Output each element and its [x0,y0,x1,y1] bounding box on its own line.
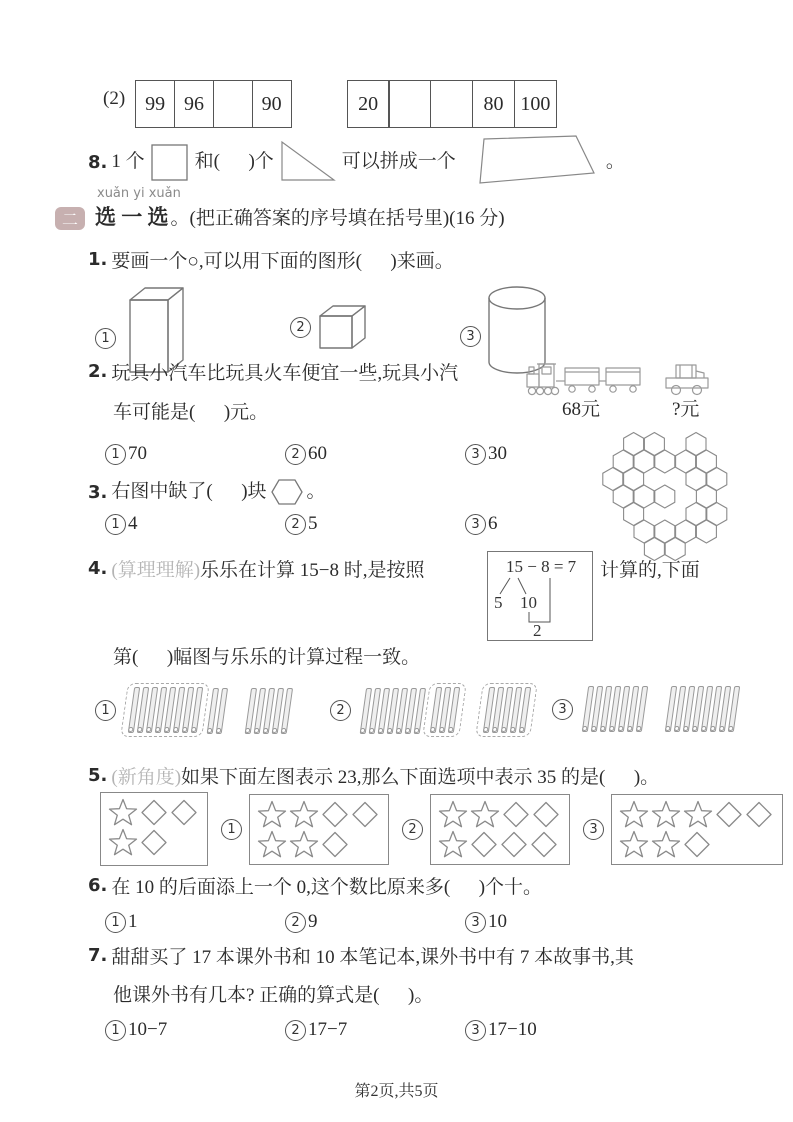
diagram-ten: 10 [520,593,537,612]
question-3 [88,477,326,507]
option-number: 3 [465,514,486,535]
question-6-options [105,911,645,933]
sequence-cell: 80 [472,80,515,128]
option-number: 1 [105,514,126,535]
hexagon-icon [269,477,305,507]
diamond-icon [470,830,498,859]
option-text: 70 [128,443,147,464]
question-number: 4. [88,558,108,579]
parallelogram-shape [460,135,602,189]
question-8-text-1: 1 个 [111,151,145,173]
sequence-cell: 20 [347,80,390,128]
sequence-cell-blank [430,80,473,128]
option-number: 3 [465,912,486,933]
question-1-choices [95,280,655,360]
choice-2-cube [290,302,371,352]
star-icon [619,830,649,859]
option-number: 1 [105,912,126,933]
question-5-text: 如果下面左图表示 23,那么下面选项中表示 35 的是( )。 [181,767,660,788]
car-price-label: ?元 [672,399,700,420]
question-1-text: 要画一个○,可以用下面的图形( )来画。 [111,251,454,272]
calculation-diagram-box [487,551,593,641]
question-number: 3. [88,481,108,503]
question-5-tag: (新角度) [111,767,182,788]
diamond-icon [140,828,168,857]
diagram-two: 2 [533,621,542,640]
option-text: 4 [128,513,138,534]
diamond-icon [745,800,773,829]
diamond-icon [140,798,168,827]
option-1 [105,443,285,465]
star-icon [683,800,713,829]
sticks-picture [120,683,297,737]
option-number: 2 [285,912,306,933]
option-number: 3 [465,1020,486,1041]
shape-row [619,800,775,829]
star-icon [108,828,138,857]
diamond-icon [502,800,530,829]
section-pinyin: xuǎn yi xuǎn [97,186,181,201]
option-3 [465,911,645,933]
sequence-cell: 90 [252,80,292,128]
question-number: 6. [88,875,108,896]
section-subtitle: 。(把正确答案的序号填在括号里)(16 分) [170,208,505,229]
shape-row [438,800,562,829]
shape-row [108,798,200,827]
question-3-options [105,513,645,535]
star-icon [651,830,681,859]
question-number: 7. [88,945,108,966]
option-3-box [611,794,783,865]
question-7 [88,945,634,971]
option-2 [285,513,465,535]
diamond-icon [715,800,743,829]
triangle-shape [278,140,338,184]
number-sequence-table-1 [135,80,291,128]
section-number-badge: 二 [55,207,85,230]
star-icon [619,800,649,829]
honeycomb-figure [592,430,742,568]
reference-box-23 [100,792,208,866]
diagram-expression: 15 − 8 = 7 [506,557,577,576]
option-number: 2 [330,700,351,721]
sequence-cell: 96 [174,80,214,128]
option-2 [285,443,465,465]
sequence-cell-blank [213,80,253,128]
question-3-period: 。 [306,481,326,503]
option-number: 3 [583,819,604,840]
option-3 [465,1019,645,1041]
question-8-period: 。 [605,151,625,173]
question-number: 5. [88,765,108,786]
diamond-icon [683,830,711,859]
diamond-icon [321,830,349,859]
star-icon [470,800,500,829]
shape-row [108,828,200,857]
option-number: 1 [221,819,242,840]
toy-car-picture [663,360,711,398]
stick-bundle [355,685,429,737]
number-split-diagram [488,552,592,640]
option-number: 1 [105,444,126,465]
star-icon [289,830,319,859]
question-7-options [105,1019,645,1041]
question-8 [88,135,625,189]
option-text: 10−7 [128,1019,168,1040]
option-1 [105,1019,285,1041]
question-4 [88,558,425,584]
train-price-label: 68元 [562,399,601,420]
diamond-icon [500,830,528,859]
diagram-five: 5 [494,593,503,612]
question-2 [88,361,458,387]
option-text: 1 [128,911,138,932]
option-1 [105,513,285,535]
choice-number: 2 [290,317,311,338]
question-2-line2: 车可能是( )元。 [113,402,269,423]
stick-bundle-dashed [422,683,467,737]
diamond-icon [170,798,198,827]
option-text: 17−10 [488,1019,537,1040]
star-icon [108,798,138,827]
question-6 [88,875,542,901]
option-number: 1 [105,1020,126,1041]
option-2-box [430,794,570,865]
question-3-text: 右图中缺了( )块 [111,481,267,503]
question-7-line1: 甜甜买了 17 本课外书和 10 本笔记本,课外书中有 7 本故事书,其 [111,947,634,968]
diamond-icon [351,800,379,829]
option-number: 2 [402,819,423,840]
number-sequence-table-2 [347,80,557,128]
cube-shape [315,302,371,352]
question-2-options [105,443,645,465]
option-number: 3 [552,699,573,720]
diamond-icon [321,800,349,829]
stick-bundle-dashed [120,683,210,737]
option-1 [105,911,285,933]
question-number: 2. [88,361,108,382]
question-5-choices [100,792,783,866]
toy-train-picture [525,357,653,399]
option-number: 2 [285,514,306,535]
question-4-line2: 第( )幅图与乐乐的计算过程一致。 [113,647,421,668]
star-icon [257,800,287,829]
sequence-cell: 100 [514,80,557,128]
star-icon [651,800,681,829]
diamond-icon [530,830,558,859]
sticks-option-3 [552,683,740,735]
question-4-tag: (算理理解) [111,560,201,581]
star-icon [438,830,468,859]
sticks-option-1 [95,683,293,737]
question-5 [88,765,659,791]
question-7-line2: 他课外书有几本? 正确的算式是( )。 [113,985,434,1006]
option-text: 17−7 [308,1019,348,1040]
stick-bundle [577,683,651,735]
shape-row [619,830,775,859]
option-text: 60 [308,443,327,464]
diamond-icon [532,800,560,829]
page-footer: 第2页,共5页 [354,1083,439,1100]
option-text: 5 [308,513,318,534]
option-2 [285,1019,465,1041]
question-number: 8. [88,151,108,173]
option-number: 3 [465,444,486,465]
sub-question-label: (2) [103,88,126,109]
fill-sequence-row [103,80,557,128]
question-number: 1. [88,249,108,270]
section-title: 选 一 选 [95,205,169,229]
option-text: 30 [488,443,507,464]
option-1-box [249,794,389,865]
star-icon [257,830,287,859]
question-8-text-3: 可以拼成一个 [341,151,456,173]
option-number: 1 [95,700,116,721]
question-6-text: 在 10 的后面添上一个 0,这个数比原来多( )个十。 [111,877,543,898]
stick-bundle [660,683,743,735]
sticks-picture [355,683,538,737]
star-icon [438,800,468,829]
section-2-header [55,186,505,231]
option-number: 2 [285,444,306,465]
choice-number: 3 [460,326,481,347]
option-text: 10 [488,911,507,932]
sequence-cell-blank [388,80,431,128]
option-number: 2 [285,1020,306,1041]
stick-bundle-dashed [475,683,538,737]
choice-number: 1 [95,328,116,349]
question-8-text-2: 和( )个 [194,151,274,173]
question-4-text-1: 乐乐在计算 15−8 时,是按照 [200,560,425,581]
option-text: 6 [488,513,498,534]
shape-row [257,800,381,829]
question-4-text-2: 计算的,下面 [600,560,700,581]
sticks-option-2 [330,683,534,737]
sticks-picture [577,683,743,735]
square-shape [148,141,192,183]
option-text: 9 [308,911,318,932]
stick-bundle [240,685,296,737]
sequence-cell: 99 [135,80,175,128]
question-2-line1: 玩具小汽车比玩具火车便宜一些,玩具小汽 [111,363,459,384]
shape-row [257,830,381,859]
question-1 [88,249,454,275]
option-2 [285,911,465,933]
star-icon [289,800,319,829]
shape-row [438,830,562,859]
